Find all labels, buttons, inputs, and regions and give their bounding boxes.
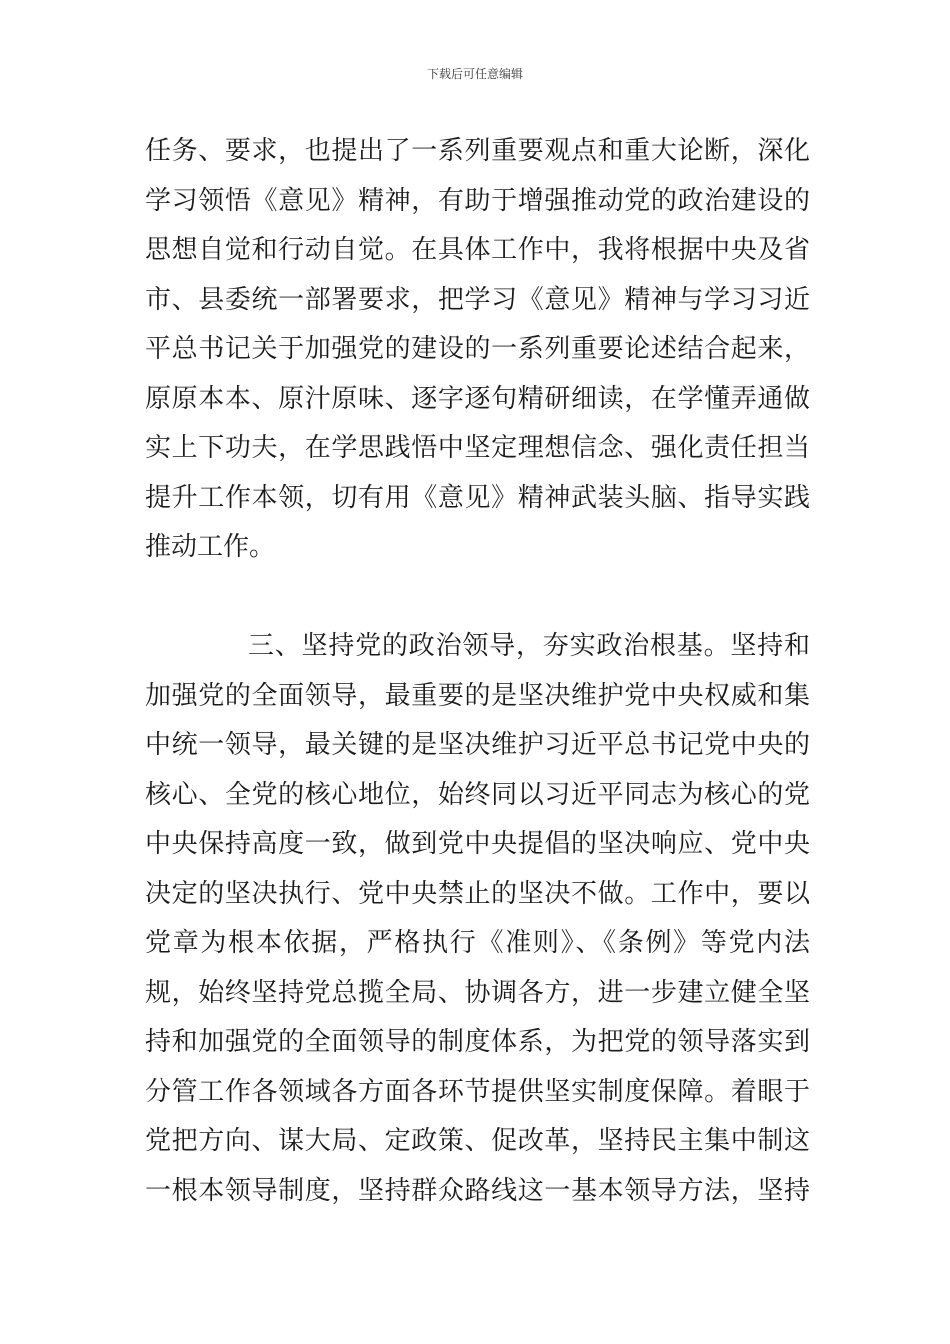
text-line: 三、坚持党的政治领导，夯实政治根基。坚持和 bbox=[248, 631, 810, 661]
text-line: 党章为根本依据，严格执行《准则》、《条例》等党内法 bbox=[145, 928, 810, 958]
paragraph-1 bbox=[145, 127, 810, 573]
header-note: 下载后可任意编辑 bbox=[426, 67, 523, 81]
text-line: 核心、全党的核心地位，始终同以习近平同志为核心的党 bbox=[145, 779, 810, 810]
text-line: 分管工作各领域各方面各环节提供坚实制度保障。着眼于 bbox=[145, 1076, 810, 1107]
text-line: 推动工作。 bbox=[145, 532, 276, 562]
text-line: 思想自觉和行动自觉。在具体工作中，我将根据中央及省 bbox=[145, 235, 810, 265]
text-line: 提升工作本领，切有用《意见》精神武装头脑、指导实践 bbox=[145, 482, 810, 513]
text-line: 实上下功夫，在学思践悟中坚定理想信念、强化责任担当 bbox=[145, 433, 810, 463]
paragraph-2 bbox=[145, 622, 810, 1216]
text-line: 一根本领导制度，坚持群众路线这一基本领导方法，坚持 bbox=[145, 1175, 810, 1206]
text-line: 持和加强党的全面领导的制度体系，为把党的领导落实到 bbox=[145, 1027, 810, 1057]
text-line: 学习领悟《意见》精神，有助于增强推动党的政治建设的 bbox=[145, 185, 810, 216]
text-line: 加强党的全面领导，最重要的是坚决维护党中央权威和集 bbox=[145, 680, 810, 711]
text-line: 原原本本、原汁原味、逐字逐句精研细读，在学懂弄通做 bbox=[145, 383, 810, 414]
text-line: 任务、要求，也提出了一系列重要观点和重大论断，深化 bbox=[145, 136, 810, 166]
text-line: 中央保持高度一致，做到党中央提倡的坚决响应、党中央 bbox=[145, 829, 810, 859]
text-line: 规，始终坚持党总揽全局、协调各方，进一步建立健全坚 bbox=[145, 977, 810, 1008]
text-line: 市、县委统一部署要求，把学习《意见》精神与学习习近 bbox=[145, 284, 810, 315]
text-line: 中统一领导，最关键的是坚决维护习近平总书记党中央的 bbox=[145, 730, 810, 760]
text-line: 党把方向、谋大局、定政策、促改革，坚持民主集中制这 bbox=[145, 1126, 810, 1156]
text-line: 平总书记关于加强党的建设的一系列重要论述结合起来， bbox=[145, 334, 810, 364]
text-line: 决定的坚决执行、党中央禁止的坚决不做。工作中，要以 bbox=[145, 878, 810, 909]
